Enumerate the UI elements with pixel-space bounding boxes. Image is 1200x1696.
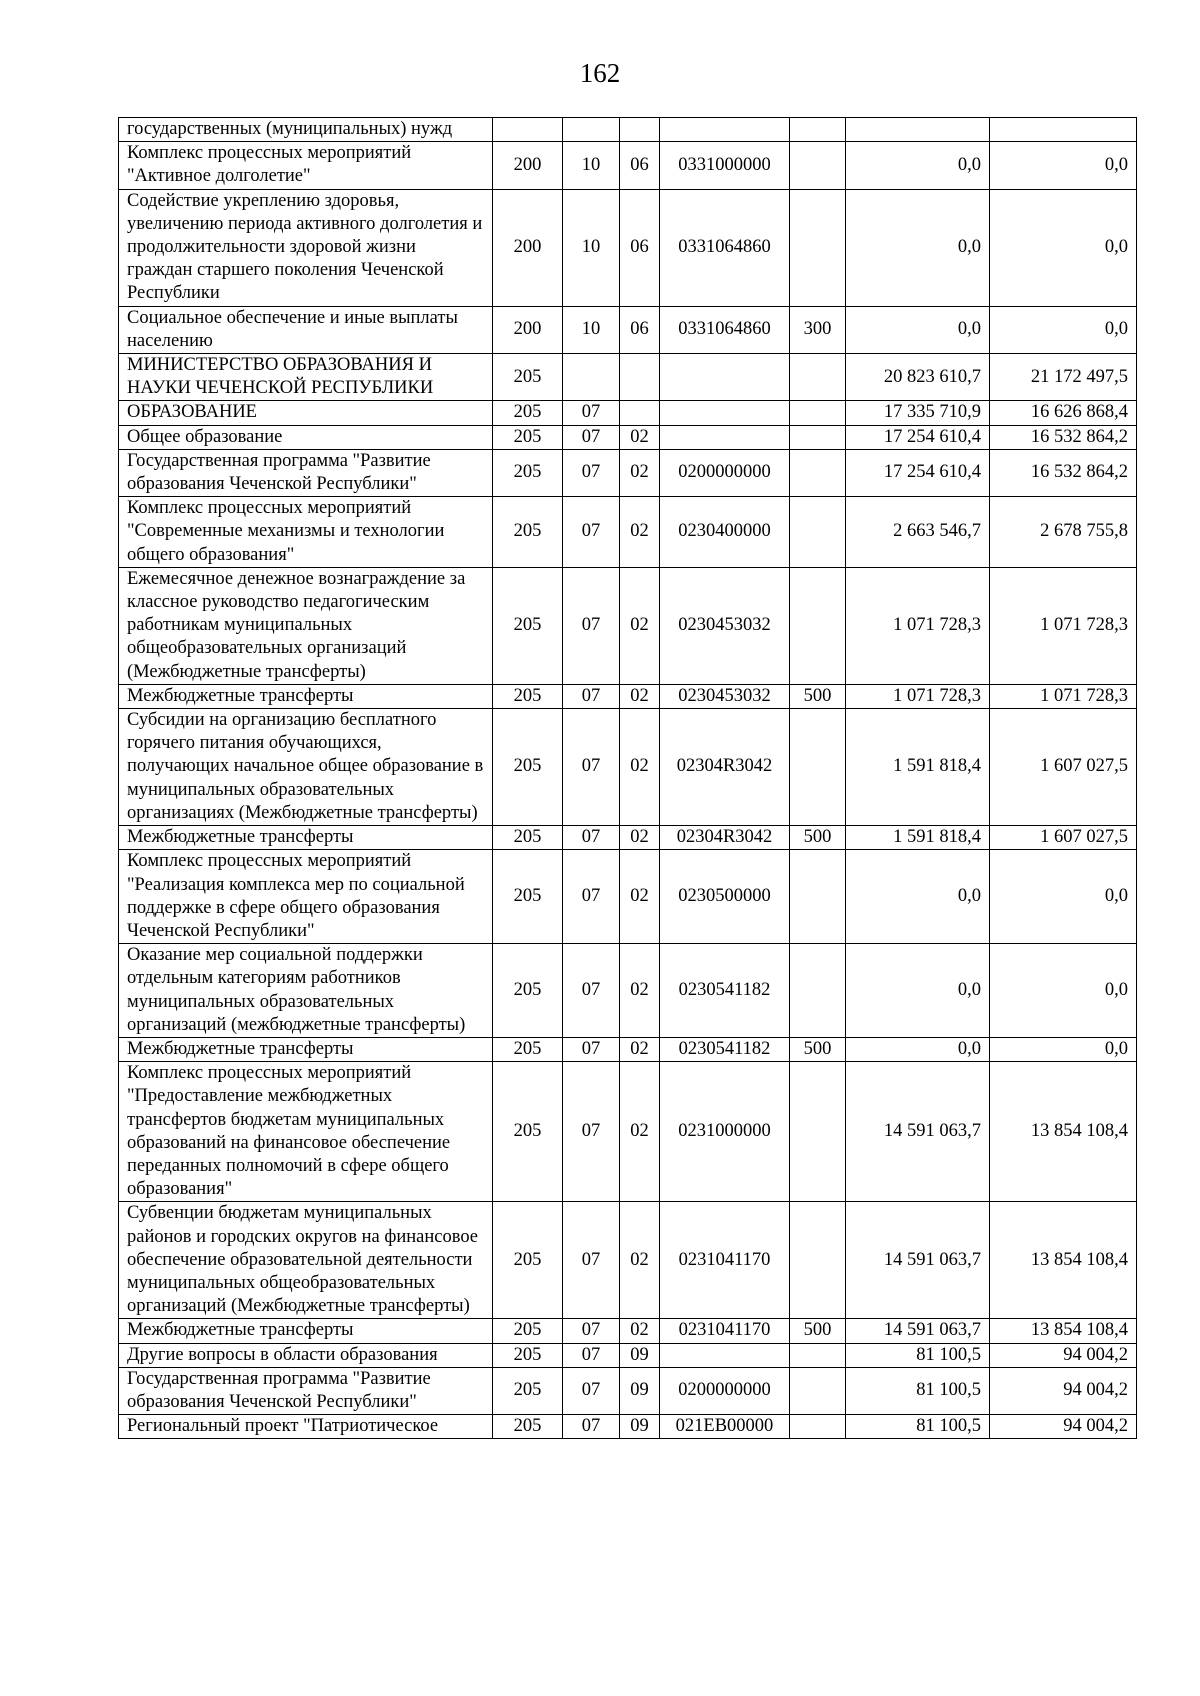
table-row	[119, 142, 1137, 189]
target-article-cell: 0331064860	[660, 189, 790, 306]
subsection-code-cell	[620, 354, 660, 401]
subsection-code-cell: 09	[620, 1367, 660, 1414]
target-article-cell: 0230500000	[660, 850, 790, 944]
row-name-cell: Государственная программа "Развитие образования Чеченской Республики"	[119, 1367, 493, 1414]
expense-type-cell	[790, 1062, 846, 1202]
grbs-code-cell: 205	[493, 850, 563, 944]
table-row	[119, 1415, 1137, 1439]
expense-type-cell	[790, 189, 846, 306]
subsection-code-cell: 02	[620, 1319, 660, 1343]
section-code-cell: 07	[563, 401, 620, 425]
target-article-cell	[660, 1343, 790, 1367]
target-article-cell: 0231041170	[660, 1202, 790, 1319]
table-row	[119, 401, 1137, 425]
section-code-cell: 10	[563, 306, 620, 353]
grbs-code-cell: 205	[493, 401, 563, 425]
section-code-cell: 07	[563, 709, 620, 826]
expense-type-cell	[790, 1202, 846, 1319]
target-article-cell	[660, 401, 790, 425]
amount-year2-cell: 1 607 027,5	[990, 709, 1137, 826]
subsection-code-cell: 02	[620, 1037, 660, 1061]
amount-year2-cell: 0,0	[990, 1037, 1137, 1061]
amount-year1-cell: 0,0	[846, 850, 990, 944]
subsection-code-cell	[620, 401, 660, 425]
row-name-cell: Субвенции бюджетам муниципальных районов и городских округов на финансовое обеспечение образовательной деятельности муниципальных общеобразовательных организаций (Межбюджетные трансферты)	[119, 1202, 493, 1319]
row-name-cell: Региональный проект "Патриотическое	[119, 1415, 493, 1439]
amount-year1-cell: 1 591 818,4	[846, 709, 990, 826]
subsection-code-cell: 09	[620, 1343, 660, 1367]
subsection-code-cell: 02	[620, 684, 660, 708]
target-article-cell: 0230400000	[660, 497, 790, 568]
amount-year2-cell: 16 626 868,4	[990, 401, 1137, 425]
amount-year1-cell: 1 071 728,3	[846, 567, 990, 684]
section-code-cell: 10	[563, 189, 620, 306]
table-row	[119, 1037, 1137, 1061]
target-article-cell	[660, 118, 790, 142]
grbs-code-cell: 200	[493, 189, 563, 306]
section-code-cell: 07	[563, 425, 620, 449]
target-article-cell: 0230453032	[660, 684, 790, 708]
page-number: 162	[579, 58, 621, 88]
table-row	[119, 1319, 1137, 1343]
grbs-code-cell: 205	[493, 425, 563, 449]
row-name-cell: Комплекс процессных мероприятий "Активное долголетие"	[119, 142, 493, 189]
grbs-code-cell	[493, 118, 563, 142]
expense-type-cell	[790, 1367, 846, 1414]
amount-year1-cell: 20 823 610,7	[846, 354, 990, 401]
amount-year2-cell: 0,0	[990, 944, 1137, 1038]
row-name-cell: Общее образование	[119, 425, 493, 449]
amount-year2-cell: 0,0	[990, 142, 1137, 189]
row-name-cell: Комплекс процессных мероприятий "Современные механизмы и технологии общего образования"	[119, 497, 493, 568]
section-code-cell	[563, 118, 620, 142]
target-article-cell: 0331000000	[660, 142, 790, 189]
grbs-code-cell: 200	[493, 306, 563, 353]
expense-type-cell	[790, 497, 846, 568]
subsection-code-cell: 02	[620, 850, 660, 944]
target-article-cell: 0231041170	[660, 1319, 790, 1343]
row-name-cell: ОБРАЗОВАНИЕ	[119, 401, 493, 425]
section-code-cell: 07	[563, 850, 620, 944]
table-row	[119, 850, 1137, 944]
amount-year2-cell: 1 607 027,5	[990, 826, 1137, 850]
subsection-code-cell: 02	[620, 449, 660, 496]
grbs-code-cell: 205	[493, 1037, 563, 1061]
table-row	[119, 684, 1137, 708]
row-name-cell: Межбюджетные трансферты	[119, 1319, 493, 1343]
amount-year1-cell: 1 591 818,4	[846, 826, 990, 850]
amount-year1-cell: 81 100,5	[846, 1343, 990, 1367]
table-row	[119, 944, 1137, 1038]
amount-year1-cell: 17 254 610,4	[846, 449, 990, 496]
row-name-cell: Субсидии на организацию бесплатного горячего питания обучающихся, получающих начальное общее образование в муниципальных образовательных организациях (Межбюджетные трансферты)	[119, 709, 493, 826]
target-article-cell: 0230541182	[660, 1037, 790, 1061]
table-row	[119, 1062, 1137, 1202]
grbs-code-cell: 205	[493, 1319, 563, 1343]
section-code-cell: 07	[563, 1367, 620, 1414]
grbs-code-cell: 200	[493, 142, 563, 189]
table-row	[119, 1202, 1137, 1319]
expense-type-cell	[790, 425, 846, 449]
row-name-cell: Содействие укреплению здоровья, увеличению периода активного долголетия и продолжительности здоровой жизни граждан старшего поколения Чеченской Республики	[119, 189, 493, 306]
section-code-cell: 07	[563, 684, 620, 708]
section-code-cell	[563, 354, 620, 401]
section-code-cell: 07	[563, 1062, 620, 1202]
amount-year2-cell: 21 172 497,5	[990, 354, 1137, 401]
subsection-code-cell: 02	[620, 709, 660, 826]
table-row	[119, 567, 1137, 684]
section-code-cell: 07	[563, 497, 620, 568]
row-name-cell: Межбюджетные трансферты	[119, 826, 493, 850]
target-article-cell: 0231000000	[660, 1062, 790, 1202]
target-article-cell: 0331064860	[660, 306, 790, 353]
table-row	[119, 354, 1137, 401]
grbs-code-cell: 205	[493, 354, 563, 401]
amount-year2-cell: 16 532 864,2	[990, 425, 1137, 449]
amount-year2-cell: 0,0	[990, 189, 1137, 306]
grbs-code-cell: 205	[493, 684, 563, 708]
expense-type-cell	[790, 449, 846, 496]
section-code-cell: 07	[563, 1343, 620, 1367]
amount-year2-cell: 13 854 108,4	[990, 1202, 1137, 1319]
subsection-code-cell: 06	[620, 306, 660, 353]
subsection-code-cell: 06	[620, 142, 660, 189]
amount-year2-cell: 94 004,2	[990, 1367, 1137, 1414]
amount-year2-cell: 13 854 108,4	[990, 1319, 1137, 1343]
amount-year2-cell: 94 004,2	[990, 1415, 1137, 1439]
amount-year1-cell: 0,0	[846, 189, 990, 306]
table-row	[119, 425, 1137, 449]
subsection-code-cell: 02	[620, 425, 660, 449]
budget-table	[118, 117, 1137, 1439]
expense-type-cell	[790, 1415, 846, 1439]
row-name-cell: МИНИСТЕРСТВО ОБРАЗОВАНИЯ И НАУКИ ЧЕЧЕНСКОЙ РЕСПУБЛИКИ	[119, 354, 493, 401]
section-code-cell: 07	[563, 1037, 620, 1061]
target-article-cell: 0230541182	[660, 944, 790, 1038]
expense-type-cell	[790, 401, 846, 425]
amount-year2-cell: 13 854 108,4	[990, 1062, 1137, 1202]
row-name-cell: Комплекс процессных мероприятий "Реализация комплекса мер по социальной поддержке в сфере общего образования Чеченской Республики"	[119, 850, 493, 944]
subsection-code-cell: 02	[620, 826, 660, 850]
grbs-code-cell: 205	[493, 1343, 563, 1367]
amount-year1-cell: 0,0	[846, 142, 990, 189]
amount-year2-cell: 94 004,2	[990, 1343, 1137, 1367]
section-code-cell: 07	[563, 567, 620, 684]
subsection-code-cell: 02	[620, 1202, 660, 1319]
target-article-cell: 02304R3042	[660, 826, 790, 850]
subsection-code-cell	[620, 118, 660, 142]
expense-type-cell	[790, 142, 846, 189]
amount-year1-cell: 0,0	[846, 1037, 990, 1061]
grbs-code-cell: 205	[493, 709, 563, 826]
subsection-code-cell: 02	[620, 944, 660, 1038]
expense-type-cell	[790, 850, 846, 944]
table-row	[119, 306, 1137, 353]
amount-year1-cell: 1 071 728,3	[846, 684, 990, 708]
table-row	[119, 826, 1137, 850]
target-article-cell: 0200000000	[660, 1367, 790, 1414]
amount-year2-cell: 1 071 728,3	[990, 567, 1137, 684]
table-row	[119, 189, 1137, 306]
grbs-code-cell: 205	[493, 944, 563, 1038]
row-name-cell: Государственная программа "Развитие образования Чеченской Республики"	[119, 449, 493, 496]
grbs-code-cell: 205	[493, 826, 563, 850]
amount-year2-cell: 2 678 755,8	[990, 497, 1137, 568]
section-code-cell: 07	[563, 826, 620, 850]
grbs-code-cell: 205	[493, 567, 563, 684]
table-row	[119, 497, 1137, 568]
amount-year1-cell	[846, 118, 990, 142]
target-article-cell	[660, 425, 790, 449]
row-name-cell: Комплекс процессных мероприятий "Предоставление межбюджетных трансфертов бюджетам муниципальных образований на финансовое обеспечение переданных полномочий в сфере общего образования"	[119, 1062, 493, 1202]
subsection-code-cell: 09	[620, 1415, 660, 1439]
amount-year2-cell: 16 532 864,2	[990, 449, 1137, 496]
expense-type-cell: 500	[790, 684, 846, 708]
expense-type-cell	[790, 1343, 846, 1367]
amount-year1-cell: 81 100,5	[846, 1415, 990, 1439]
row-name-cell: государственных (муниципальных) нужд	[119, 118, 493, 142]
expense-type-cell: 300	[790, 306, 846, 353]
amount-year2-cell	[990, 118, 1137, 142]
section-code-cell: 07	[563, 944, 620, 1038]
expense-type-cell	[790, 709, 846, 826]
row-name-cell: Оказание мер социальной поддержки отдельным категориям работников муниципальных образовательных организаций (межбюджетные трансферты)	[119, 944, 493, 1038]
row-name-cell: Ежемесячное денежное вознаграждение за классное руководство педагогическим работникам муниципальных общеобразовательных организаций (Межбюджетные трансферты)	[119, 567, 493, 684]
expense-type-cell: 500	[790, 1037, 846, 1061]
expense-type-cell	[790, 944, 846, 1038]
expense-type-cell	[790, 567, 846, 684]
amount-year1-cell: 14 591 063,7	[846, 1202, 990, 1319]
amount-year1-cell: 0,0	[846, 306, 990, 353]
amount-year1-cell: 81 100,5	[846, 1367, 990, 1414]
grbs-code-cell: 205	[493, 449, 563, 496]
grbs-code-cell: 205	[493, 1202, 563, 1319]
amount-year1-cell: 14 591 063,7	[846, 1062, 990, 1202]
row-name-cell: Межбюджетные трансферты	[119, 1037, 493, 1061]
table-row	[119, 1367, 1137, 1414]
row-name-cell: Социальное обеспечение и иные выплаты населению	[119, 306, 493, 353]
section-code-cell: 10	[563, 142, 620, 189]
row-name-cell: Другие вопросы в области образования	[119, 1343, 493, 1367]
grbs-code-cell: 205	[493, 1415, 563, 1439]
target-article-cell: 021EB00000	[660, 1415, 790, 1439]
amount-year1-cell: 0,0	[846, 944, 990, 1038]
subsection-code-cell: 02	[620, 497, 660, 568]
table-body	[119, 118, 1137, 1439]
grbs-code-cell: 205	[493, 1062, 563, 1202]
target-article-cell: 0200000000	[660, 449, 790, 496]
table-row	[119, 449, 1137, 496]
table-row	[119, 1343, 1137, 1367]
section-code-cell: 07	[563, 1319, 620, 1343]
target-article-cell	[660, 354, 790, 401]
section-code-cell: 07	[563, 1202, 620, 1319]
expense-type-cell: 500	[790, 1319, 846, 1343]
amount-year1-cell: 14 591 063,7	[846, 1319, 990, 1343]
table-row	[119, 118, 1137, 142]
expense-type-cell	[790, 118, 846, 142]
section-code-cell: 07	[563, 1415, 620, 1439]
section-code-cell: 07	[563, 449, 620, 496]
table-row	[119, 709, 1137, 826]
subsection-code-cell: 02	[620, 1062, 660, 1202]
expense-type-cell	[790, 354, 846, 401]
target-article-cell: 0230453032	[660, 567, 790, 684]
amount-year2-cell: 0,0	[990, 306, 1137, 353]
row-name-cell: Межбюджетные трансферты	[119, 684, 493, 708]
amount-year1-cell: 2 663 546,7	[846, 497, 990, 568]
grbs-code-cell: 205	[493, 497, 563, 568]
subsection-code-cell: 02	[620, 567, 660, 684]
amount-year1-cell: 17 254 610,4	[846, 425, 990, 449]
grbs-code-cell: 205	[493, 1367, 563, 1414]
target-article-cell: 02304R3042	[660, 709, 790, 826]
amount-year2-cell: 0,0	[990, 850, 1137, 944]
amount-year2-cell: 1 071 728,3	[990, 684, 1137, 708]
subsection-code-cell: 06	[620, 189, 660, 306]
expense-type-cell: 500	[790, 826, 846, 850]
amount-year1-cell: 17 335 710,9	[846, 401, 990, 425]
